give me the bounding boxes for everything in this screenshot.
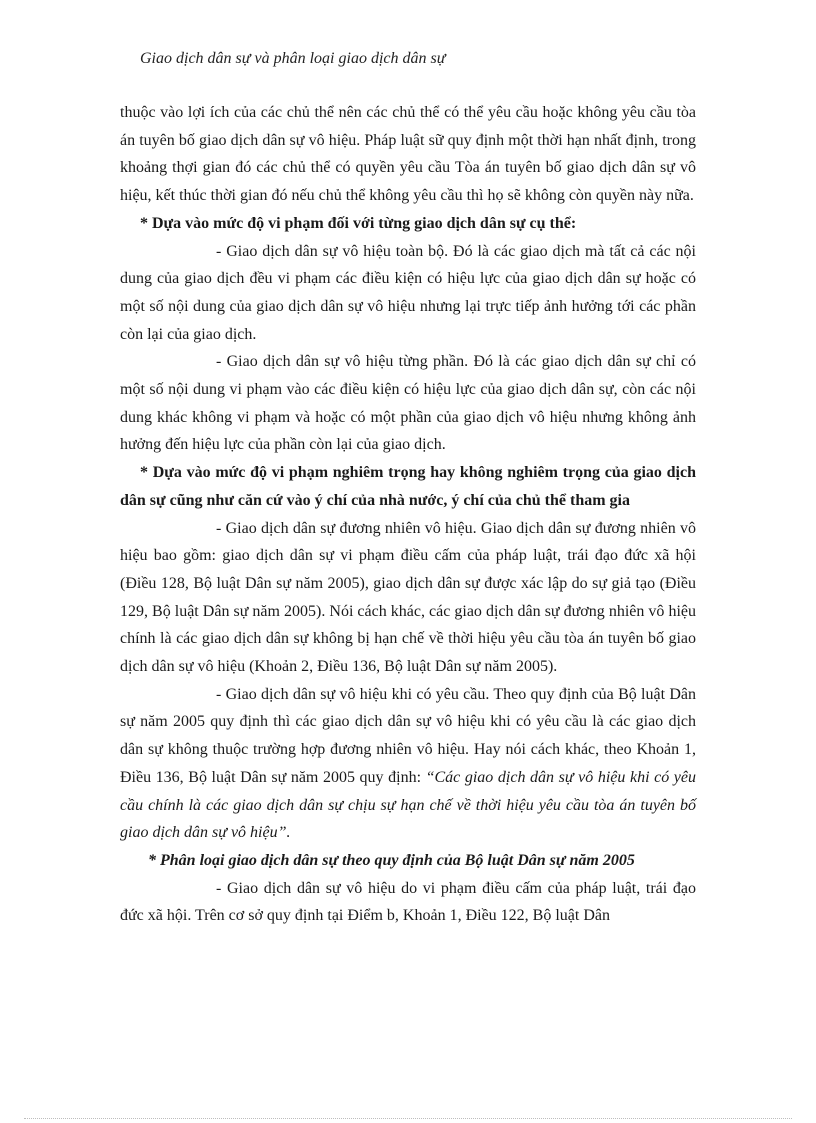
paragraph-fully-void: - Giao dịch dân sự vô hiệu toàn bộ. Đó là các giao dịch mà tất cả các nội dung của giao dịch đều vi phạm các điều kiện có hiệu lực của giao dịch dân sự hoặc có một số nội dung của giao dịch dân sự vô hiệu nhưng lại trực tiếp ảnh hưởng tới các phần còn lại của giao dịch.	[120, 242, 696, 343]
paragraph-void-on-request-text: - Giao dịch dân sự vô hiệu khi có yêu cầu. Theo quy định của Bộ luật Dân sự năm 2005 quy định thì các giao dịch dân sự vô hiệu khi có yêu cầu là các giao dịch dân sự không thuộc trường hợp đương nhiên vô hiệu. Hay nói cách khác, theo Khoản 1, Điều 136, Bộ luật Dân sự năm 2005 quy định:	[120, 685, 696, 786]
paragraph-prohibited-violation: - Giao dịch dân sự vô hiệu do vi phạm điều cấm của pháp luật, trái đạo đức xã hội. Trên cơ sở quy định tại Điểm b, Khoản 1, Điều 122, Bộ luật Dân	[120, 879, 696, 925]
legal-quote: “Các giao dịch dân sự vô hiệu khi có yêu cầu chính là các giao dịch dân sự chịu sự hạn chế về thời hiệu yêu cầu tòa án tuyên bố giao dịch dân sự vô hiệu”.	[120, 768, 696, 842]
document-body	[120, 99, 696, 930]
section-heading-severity: * Dựa vào mức độ vi phạm nghiêm trọng hay không nghiêm trọng của giao dịch dân sự cũng như căn cứ vào ý chí của nhà nước, ý chí của chủ thể tham gia	[120, 464, 696, 509]
paragraph-partially-void: - Giao dịch dân sự vô hiệu từng phần. Đó là các giao dịch dân sự chỉ có một số nội dung vi phạm vào các điều kiện có hiệu lực của giao dịch dân sự, còn các nội dung khác không vi phạm và hoặc có một phần của giao dịch vô hiệu nhưng không ảnh hưởng đến hiệu lực của phần còn lại của giao dịch.	[120, 353, 696, 454]
section-heading-civil-code-2005: * Phân loại giao dịch dân sự theo quy định của Bộ luật Dân sự năm 2005	[148, 851, 635, 869]
section-heading-specific-violation: * Dựa vào mức độ vi phạm đối với từng giao dịch dân sự cụ thể:	[140, 214, 577, 232]
paragraph-continuation: thuộc vào lợi ích của các chủ thể nên các chủ thể có thể yêu cầu hoặc không yêu cầu tòa án tuyên bố giao dịch dân sự vô hiệu. Pháp luật sữ quy định một thời hạn nhất định, trong khoảng thợi gian đó các chủ thể có quyền yêu cầu Tòa án tuyên bố giao dịch dân sự vô hiệu, kết thúc thời gian đó nếu chủ thể không yêu cầu thì họ sẽ không còn quyền này nữa.	[120, 104, 696, 205]
paragraph-void-on-request	[120, 681, 696, 847]
running-header: Giao dịch dân sự và phân loại giao dịch dân sự	[140, 50, 446, 67]
page-bottom-divider	[24, 1118, 792, 1119]
paragraph-automatically-void: - Giao dịch dân sự đương nhiên vô hiệu. Giao dịch dân sự đương nhiên vô hiệu bao gồm: giao dịch dân sự vi phạm điều cấm của pháp luật, trái đạo đức xã hội (Điều 128, Bộ luật Dân sự năm 2005), giao dịch dân sự được xác lập do sự giả tạo (Điều 129, Bộ luật Dân sự năm 2005). Nói cách khác, các giao dịch dân sự đương nhiên vô hiệu chính là các giao dịch dân sự không bị hạn chế về thời hiệu yêu cầu tòa án tuyên bố giao dịch dân sự vô hiệu (Khoản 2, Điều 136, Bộ luật Dân sự năm 2005).	[120, 519, 696, 676]
